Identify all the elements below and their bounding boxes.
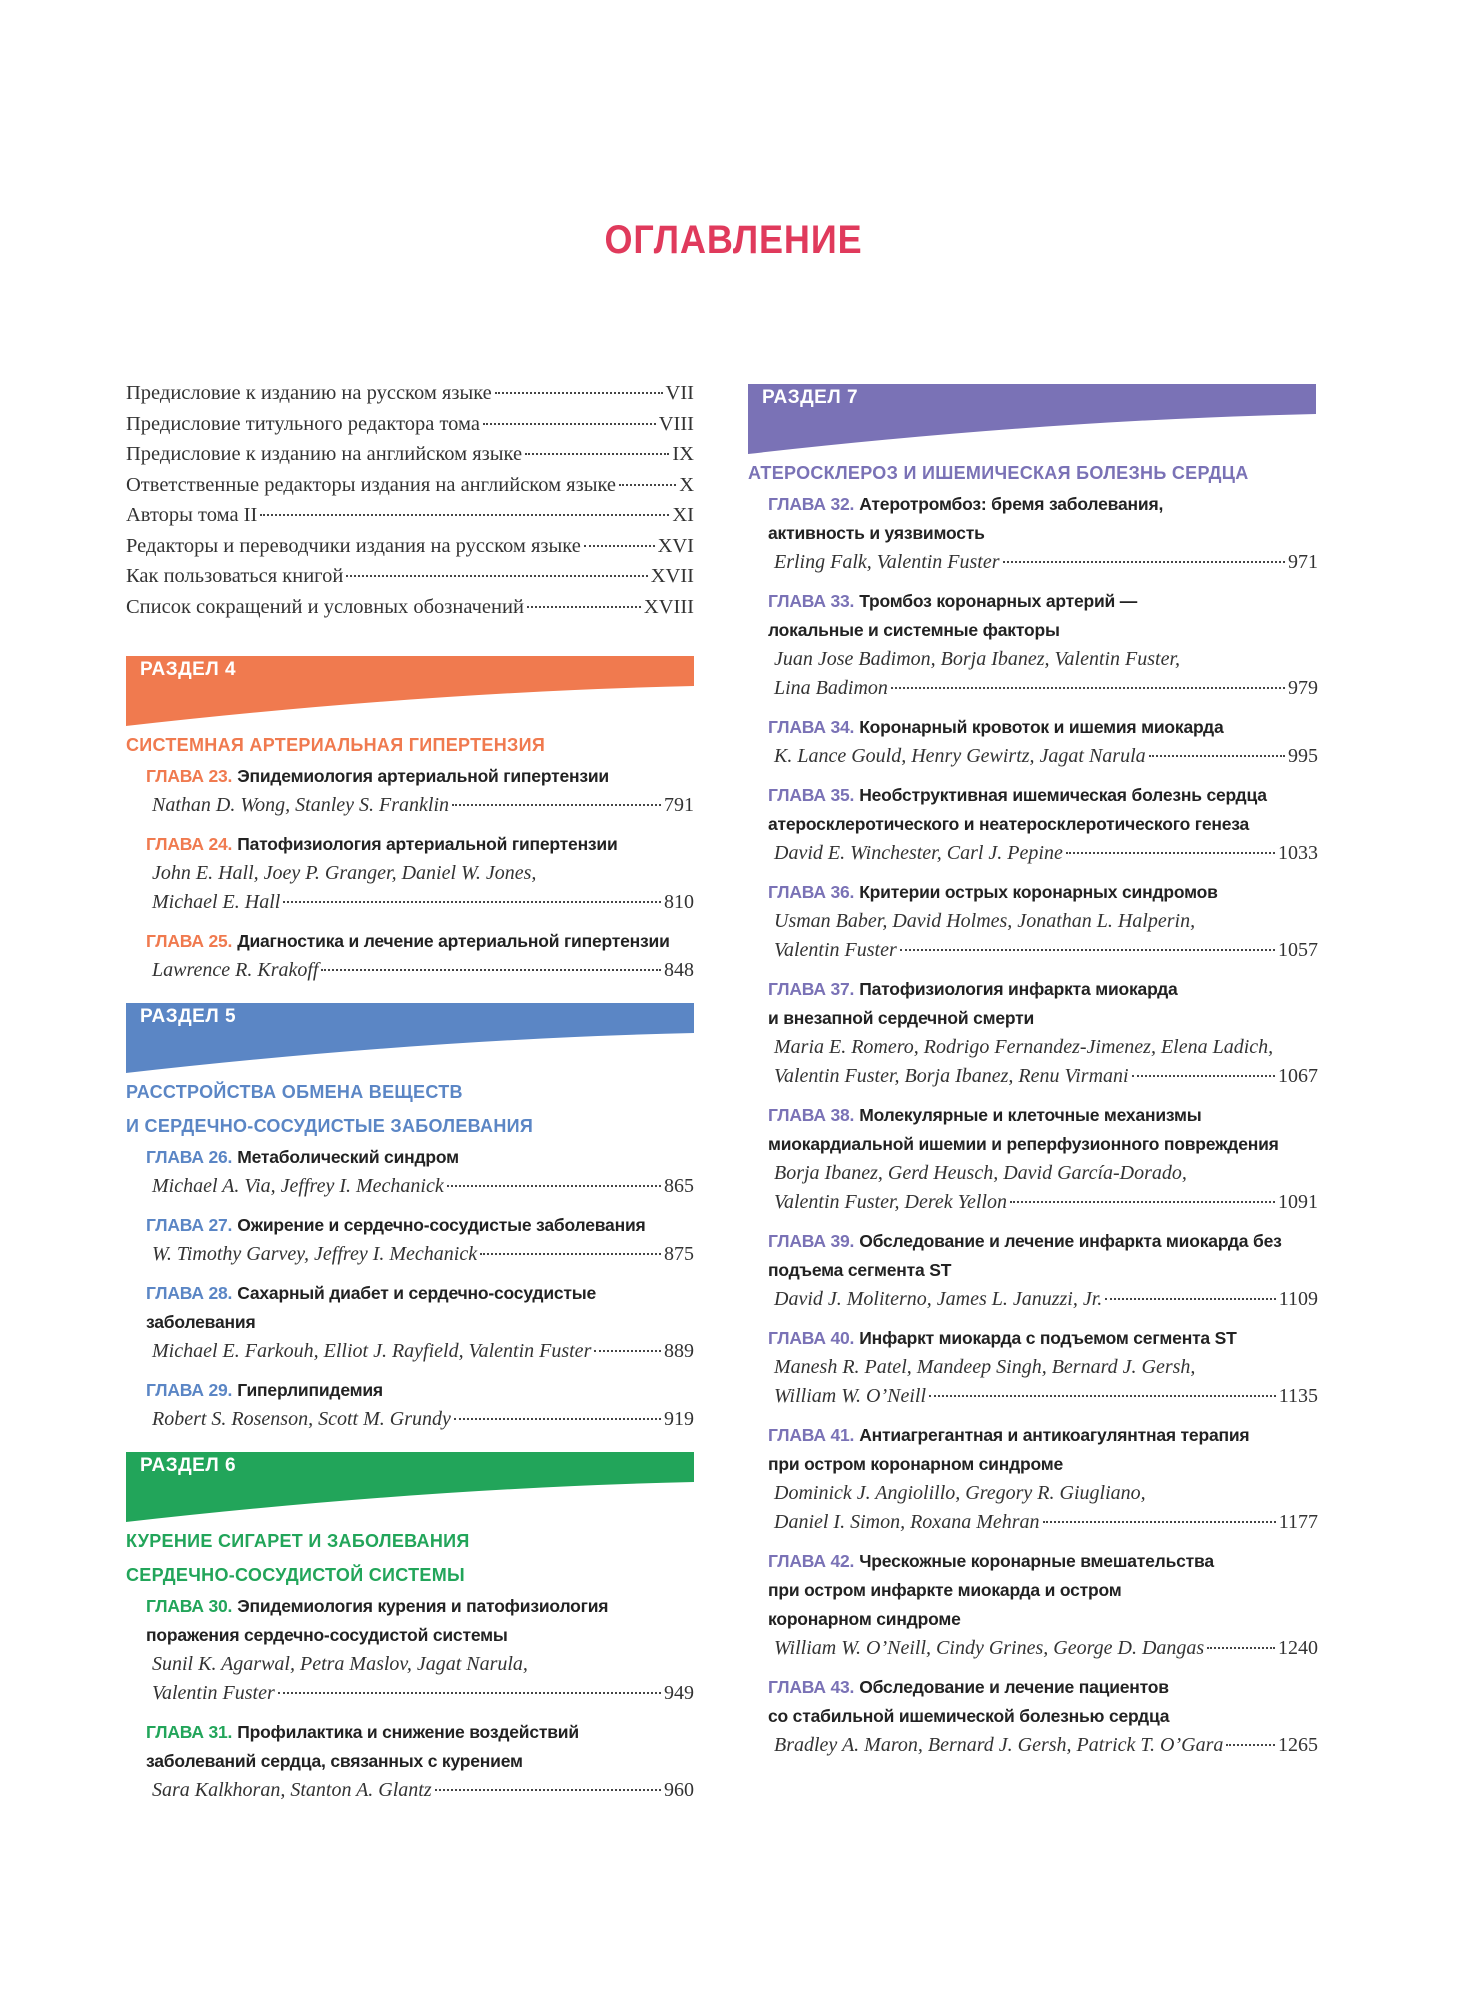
chapter-authors: Lina Badimon (774, 677, 888, 699)
front-matter-list (126, 378, 694, 622)
dot-leader (929, 1395, 1276, 1397)
page-number: VII (665, 382, 694, 404)
chapter-number: ГЛАВА 25. (146, 931, 233, 951)
front-matter-entry[interactable] (126, 470, 694, 501)
chapter-number: ГЛАВА 32. (768, 494, 855, 514)
chapter-title-text: Эпидемиология курения и патофизиология (237, 1596, 609, 1616)
chapter-title-text: Необструктивная ишемическая болезнь сердца (859, 785, 1267, 805)
chapter-entry[interactable] (768, 1101, 1318, 1217)
chapter-title-line (768, 975, 1318, 1004)
chapter-authors: William W. O’Neill (774, 1385, 927, 1407)
dot-leader (346, 575, 647, 577)
front-matter-entry[interactable] (126, 531, 694, 562)
chapter-title-text: активность и уязвимость (768, 523, 985, 543)
chapter-authors-page-row (146, 791, 694, 820)
page-number: 1091 (1278, 1191, 1318, 1213)
page-number: XVII (650, 565, 694, 587)
dot-leader (483, 423, 656, 425)
dot-leader (260, 514, 669, 516)
chapter-entry[interactable] (146, 1143, 694, 1201)
front-matter-entry[interactable] (126, 500, 694, 531)
chapter-entry[interactable] (768, 587, 1318, 703)
chapter-title-text: Эпидемиология артериальной гипертензии (237, 766, 609, 786)
chapter-authors-page-row (768, 839, 1318, 868)
page-number: 1135 (1278, 1385, 1318, 1407)
chapter-authors: Nathan D. Wong, Stanley S. Franklin (152, 794, 450, 816)
front-matter-entry[interactable] (126, 592, 694, 623)
dot-leader (283, 901, 661, 903)
chapter-authors: Sunil K. Agarwal, Petra Maslov, Jagat Narula, (152, 1653, 528, 1675)
chapter-authors-page-row (768, 548, 1318, 577)
chapter-authors: Valentin Fuster, Borja Ibanez, Renu Virmani (774, 1065, 1129, 1087)
entry-label: Авторы тома II (126, 504, 258, 526)
chapter-title-line (146, 1747, 694, 1776)
chapter-title-line (768, 1450, 1318, 1479)
chapter-title-text: коронарном синдроме (768, 1609, 961, 1629)
chapter-authors: Lawrence R. Krakoff (152, 959, 319, 981)
page-number: 949 (664, 1682, 694, 1704)
page-number: 995 (1288, 745, 1318, 767)
left-column (126, 374, 694, 1823)
chapter-entry[interactable] (768, 490, 1318, 577)
chapter-title-line (146, 1376, 694, 1405)
chapter-authors: Sara Kalkhoran, Stanton A. Glantz (152, 1779, 432, 1801)
section-title: И СЕРДЕЧНО-СОСУДИСТЫЕ ЗАБОЛЕВАНИЯ (126, 1116, 534, 1136)
chapter-title-text: Коронарный кровоток и ишемия миокарда (859, 717, 1224, 737)
chapter-entry[interactable] (768, 975, 1318, 1091)
chapter-title-line (768, 1421, 1318, 1450)
chapter-title-text: Антиагрегантная и антикоагулянтная терапия (859, 1425, 1250, 1445)
chapter-number: ГЛАВА 40. (768, 1328, 855, 1348)
chapter-title-line (768, 1576, 1318, 1605)
chapter-entry[interactable] (146, 927, 694, 985)
chapter-authors-page-row (768, 1508, 1318, 1537)
chapter-authors-page-row (146, 956, 694, 985)
chapter-title-line (146, 1592, 694, 1621)
chapter-number: ГЛАВА 43. (768, 1677, 855, 1697)
page-number: 919 (664, 1408, 694, 1430)
page-number: 889 (664, 1340, 694, 1362)
chapter-title-text: локальные и системные факторы (768, 620, 1060, 640)
chapter-title-line (768, 1004, 1318, 1033)
dot-leader (480, 1253, 661, 1255)
section-6 (126, 1452, 694, 1805)
chapter-authors-page-row (146, 1172, 694, 1201)
chapter-number: ГЛАВА 38. (768, 1105, 855, 1125)
chapter-title-text: Инфаркт миокарда с подъемом сегмента ST (859, 1328, 1237, 1348)
chapter-title-text: Гиперлипидемия (237, 1380, 383, 1400)
dot-leader (619, 484, 676, 486)
dot-leader (1066, 852, 1275, 854)
chapter-title-text: Ожирение и сердечно-сосудистые заболевания (237, 1215, 646, 1235)
chapter-title-text: Сахарный диабет и сердечно-сосудистые (237, 1283, 597, 1303)
front-matter-entry[interactable] (126, 439, 694, 470)
chapter-authors: Manesh R. Patel, Mandeep Singh, Bernard J. Gersh, (774, 1356, 1196, 1378)
dot-leader (1105, 1298, 1275, 1300)
page-number: XI (672, 504, 694, 526)
chapter-authors: Usman Baber, David Holmes, Jonathan L. Halperin, (774, 910, 1196, 932)
chapter-authors: Michael E. Farkouh, Elliot J. Rayfield, Valentin Fuster (152, 1340, 592, 1362)
chapter-title-line (768, 587, 1318, 616)
chapter-title-line (768, 1673, 1318, 1702)
chapter-title-line (146, 830, 694, 859)
chapter-title-line (768, 1101, 1318, 1130)
chapter-number: ГЛАВА 41. (768, 1425, 855, 1445)
chapter-title-line (768, 810, 1318, 839)
chapter-number: ГЛАВА 33. (768, 591, 855, 611)
chapter-title-line (768, 519, 1318, 548)
page-number: 1109 (1278, 1288, 1318, 1310)
dot-leader (321, 969, 661, 971)
chapter-number: ГЛАВА 37. (768, 979, 855, 999)
chapter-authors-page-row (768, 1382, 1318, 1411)
chapter-title-line (146, 1308, 694, 1337)
chapter-number: ГЛАВА 35. (768, 785, 855, 805)
page-number: XVIII (643, 595, 694, 618)
chapter-number: ГЛАВА 31. (146, 1722, 233, 1742)
chapter-title-line (768, 1227, 1318, 1256)
chapter-authors-page-row (146, 1776, 694, 1805)
chapter-title-text: Диагностика и лечение артериальной гипертензии (237, 931, 670, 951)
section-title: КУРЕНИЕ СИГАРЕТ И ЗАБОЛЕВАНИЯ (126, 1531, 470, 1551)
chapter-title-text: миокардиальной ишемии и реперфузионного повреждения (768, 1134, 1279, 1154)
chapter-number: ГЛАВА 36. (768, 882, 855, 902)
dot-leader (435, 1789, 661, 1791)
chapter-authors: Erling Falk, Valentin Fuster (774, 551, 1000, 573)
entry-label: Ответственные редакторы издания на английском языке (126, 473, 617, 496)
dot-leader (1207, 1647, 1275, 1649)
dot-leader (447, 1185, 661, 1187)
dot-leader (452, 804, 661, 806)
chapter-number: ГЛАВА 30. (146, 1596, 233, 1616)
chapter-title-text: атеросклеротического и неатеросклеротического генеза (768, 814, 1250, 834)
section-title: АТЕРОСКЛЕРОЗ И ИШЕМИЧЕСКАЯ БОЛЕЗНЬ СЕРДЦА (748, 463, 1249, 483)
chapter-authors-page-row (768, 1062, 1318, 1091)
dot-leader (1003, 561, 1285, 563)
chapter-authors-page-row (768, 1731, 1318, 1760)
chapter-number: ГЛАВА 39. (768, 1231, 855, 1251)
chapter-title-line (768, 1547, 1318, 1576)
chapter-number: ГЛАВА 42. (768, 1551, 855, 1571)
chapter-title-text: Молекулярные и клеточные механизмы (859, 1105, 1202, 1125)
chapter-entry[interactable] (146, 1718, 694, 1805)
chapter-title-line (768, 713, 1318, 742)
chapter-title-text: Атеротромбоз: бремя заболевания, (859, 494, 1164, 514)
chapter-title-text: заболевания (146, 1312, 256, 1332)
chapter-authors: Valentin Fuster (774, 939, 897, 961)
page-number: 1057 (1278, 939, 1318, 961)
chapter-title-text: Чрескожные коронарные вмешательства (859, 1551, 1214, 1571)
page-number: 1240 (1278, 1637, 1318, 1659)
chapter-title-text: Тромбоз коронарных артерий — (859, 591, 1138, 611)
chapter-entry[interactable] (768, 1421, 1318, 1537)
dot-leader (527, 606, 641, 608)
chapter-title-line (768, 1324, 1318, 1353)
chapter-number: ГЛАВА 28. (146, 1283, 233, 1303)
section-banner (126, 1452, 694, 1522)
dot-leader (584, 545, 655, 547)
front-matter-entry[interactable] (126, 378, 694, 409)
dot-leader (900, 949, 1275, 951)
chapter-authors-page-row (768, 674, 1318, 703)
chapter-title-text: Профилактика и снижение воздействий (237, 1722, 579, 1742)
chapter-authors-page-row (768, 1285, 1318, 1314)
chapter-entry[interactable] (768, 781, 1318, 868)
chapter-authors: Dominick J. Angiolillo, Gregory R. Giugliano, (774, 1482, 1146, 1504)
page-number: 810 (664, 891, 694, 913)
dot-leader (1043, 1521, 1276, 1523)
chapter-authors: K. Lance Gould, Henry Gewirtz, Jagat Narula (774, 745, 1146, 767)
chapter-title-text: со стабильной ишемической болезнью сердца (768, 1706, 1170, 1726)
chapter-number: ГЛАВА 26. (146, 1147, 233, 1167)
dot-leader (1149, 755, 1285, 757)
page-number: 875 (664, 1243, 694, 1265)
page-number: 1067 (1278, 1065, 1318, 1087)
dot-leader (1132, 1075, 1275, 1077)
page-number: X (679, 473, 694, 496)
chapter-authors-page-row (768, 1188, 1318, 1217)
chapter-authors: Maria E. Romero, Rodrigo Fernandez-Jimenez, Elena Ladich, (774, 1036, 1274, 1058)
section-title: РАССТРОЙСТВА ОБМЕНА ВЕЩЕСТВ (126, 1082, 463, 1102)
page-number: IX (672, 443, 694, 465)
chapter-entry[interactable] (146, 1592, 694, 1708)
dot-leader (891, 687, 1285, 689)
chapter-authors-page-row (768, 936, 1318, 965)
page-number: VIII (658, 412, 694, 435)
dot-leader (1226, 1744, 1275, 1746)
dot-leader (525, 453, 669, 455)
chapter-authors: William W. O’Neill, Cindy Grines, George D. Dangas (774, 1637, 1205, 1659)
chapter-entry[interactable] (768, 878, 1318, 965)
chapter-title-text: Обследование и лечение инфаркта миокарда без (859, 1231, 1282, 1251)
dot-leader (278, 1692, 661, 1694)
page-number: 848 (664, 959, 694, 981)
dot-leader (454, 1418, 661, 1420)
section-banner (126, 1003, 694, 1073)
chapter-authors: Bradley A. Maron, Bernard J. Gersh, Patrick T. O’Gara (774, 1734, 1224, 1756)
chapter-title-line (768, 616, 1318, 645)
page-title: ОГЛАВЛЕНИЕ (604, 218, 863, 262)
chapter-title-text: Патофизиология инфаркта миокарда (859, 979, 1178, 999)
entry-label: Предисловие к изданию на английском языке (126, 443, 523, 465)
chapter-title-text: Метаболический синдром (237, 1147, 459, 1167)
chapter-title-line (146, 1279, 694, 1308)
chapter-title-text: и внезапной сердечной смерти (768, 1008, 1035, 1028)
right-column (748, 374, 1318, 1778)
chapter-authors: W. Timothy Garvey, Jeffrey I. Mechanick (152, 1243, 478, 1265)
chapter-title-line (768, 1605, 1318, 1634)
dot-leader (1010, 1201, 1275, 1203)
chapter-entry[interactable] (146, 1211, 694, 1269)
page-number: XVI (657, 534, 694, 557)
section-banner (126, 656, 694, 726)
chapter-title-text: заболеваний сердца, связанных с курением (146, 1751, 523, 1771)
chapter-title-text: Обследование и лечение пациентов (859, 1677, 1169, 1697)
chapter-entry[interactable] (768, 713, 1318, 771)
chapter-authors-page-row (146, 1679, 694, 1708)
chapter-title-line (768, 1702, 1318, 1731)
section-label: РАЗДЕЛ 6 (140, 1455, 237, 1476)
chapter-entry[interactable] (768, 1547, 1318, 1663)
chapter-title-line (146, 1143, 694, 1172)
chapter-number: ГЛАВА 27. (146, 1215, 233, 1235)
chapter-title-text: Критерии острых коронарных синдромов (859, 882, 1218, 902)
chapter-authors-page-row (146, 1337, 694, 1366)
section-title: СИСТЕМНАЯ АРТЕРИАЛЬНАЯ ГИПЕРТЕНЗИЯ (126, 735, 546, 755)
dot-leader (495, 392, 663, 394)
chapter-authors: Valentin Fuster, Derek Yellon (774, 1191, 1007, 1213)
section-4 (126, 656, 694, 985)
section-title: СЕРДЕЧНО-СОСУДИСТОЙ СИСТЕМЫ (126, 1565, 465, 1585)
chapter-authors-page-row (146, 888, 694, 917)
chapter-entry[interactable] (768, 1673, 1318, 1760)
front-matter-entry[interactable] (126, 561, 694, 592)
entry-label: Редакторы и переводчики издания на русском языке (126, 534, 581, 557)
chapter-authors: Borja Ibanez, Gerd Heusch, David García-Dorado, (774, 1162, 1187, 1184)
chapter-number: ГЛАВА 29. (146, 1380, 233, 1400)
chapter-authors-page-row (768, 1634, 1318, 1663)
chapter-authors: Juan Jose Badimon, Borja Ibanez, Valentin Fuster, (774, 648, 1181, 670)
section-label: РАЗДЕЛ 7 (762, 387, 859, 408)
chapter-authors-page-row (146, 1405, 694, 1434)
chapter-authors: Michael A. Via, Jeffrey I. Mechanick (152, 1175, 444, 1197)
page-number: 1177 (1278, 1511, 1318, 1533)
page-number: 1265 (1278, 1734, 1318, 1756)
chapter-authors-page-row (768, 742, 1318, 771)
front-matter-entry[interactable] (126, 409, 694, 440)
chapter-authors: Michael E. Hall (152, 891, 281, 913)
chapter-title-line (768, 1130, 1318, 1159)
chapter-number: ГЛАВА 23. (146, 766, 233, 786)
chapter-title-line (146, 1718, 694, 1747)
chapter-title-line (768, 490, 1318, 519)
page-number: 865 (664, 1175, 694, 1197)
entry-label: Список сокращений и условных обозначений (126, 595, 524, 618)
chapter-authors: Robert S. Rosenson, Scott M. Grundy (152, 1408, 451, 1430)
chapter-title-line (768, 878, 1318, 907)
section-banner (748, 384, 1316, 454)
chapter-title-line (146, 927, 694, 956)
chapter-entry[interactable] (146, 1376, 694, 1434)
page-number: 979 (1288, 677, 1318, 699)
chapter-title-text: подъема сегмента ST (768, 1260, 952, 1280)
chapter-authors: John E. Hall, Joey P. Granger, Daniel W. Jones, (152, 862, 537, 884)
chapter-title-line (768, 1256, 1318, 1285)
chapter-title-line (146, 762, 694, 791)
page-number: 1033 (1278, 842, 1318, 864)
page-number: 791 (664, 794, 694, 816)
page-number: 971 (1288, 551, 1318, 573)
chapter-entry[interactable] (768, 1324, 1318, 1411)
entry-label: Как пользоваться книгой (126, 565, 344, 587)
chapter-authors: David J. Moliterno, James L. Januzzi, Jr. (774, 1288, 1103, 1310)
chapter-number: ГЛАВА 24. (146, 834, 233, 854)
section-7 (748, 384, 1318, 1760)
chapter-title-line (768, 781, 1318, 810)
chapter-title-text: поражения сердечно-сосудистой системы (146, 1625, 508, 1645)
entry-label: Предисловие титульного редактора тома (126, 412, 480, 435)
chapter-authors: Daniel I. Simon, Roxana Mehran (774, 1511, 1040, 1533)
chapter-authors-page-row (146, 1240, 694, 1269)
chapter-entry[interactable] (768, 1227, 1318, 1314)
chapter-title-line (146, 1621, 694, 1650)
section-label: РАЗДЕЛ 4 (140, 659, 237, 680)
chapter-number: ГЛАВА 34. (768, 717, 855, 737)
chapter-entry[interactable] (146, 830, 694, 917)
page-number: 960 (664, 1779, 694, 1801)
chapter-entry[interactable] (146, 762, 694, 820)
chapter-title-line (146, 1211, 694, 1240)
chapter-title-text: Патофизиология артериальной гипертензии (237, 834, 618, 854)
dot-leader (594, 1350, 661, 1352)
chapter-entry[interactable] (146, 1279, 694, 1366)
chapter-authors: Valentin Fuster (152, 1682, 275, 1704)
chapter-title-text: при остром коронарном синдроме (768, 1454, 1064, 1474)
section-5 (126, 1003, 694, 1434)
chapter-title-text: при остром инфаркте миокарда и остром (768, 1580, 1122, 1600)
section-label: РАЗДЕЛ 5 (140, 1006, 237, 1027)
entry-label: Предисловие к изданию на русском языке (126, 382, 492, 404)
chapter-authors: David E. Winchester, Carl J. Pepine (774, 842, 1063, 864)
